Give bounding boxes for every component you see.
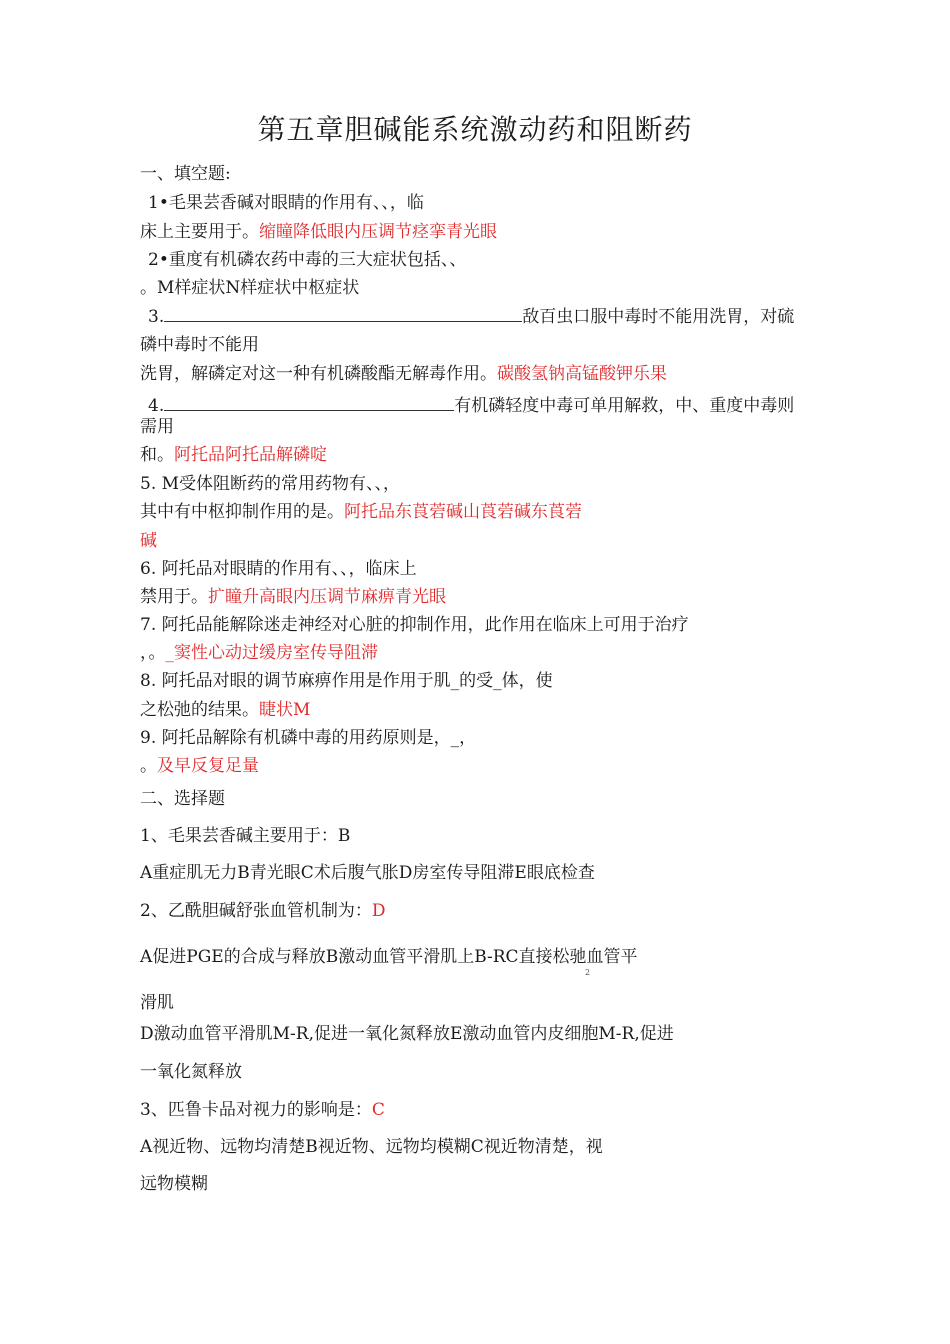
c2-question: 2、乙酰胆碱舒张血管机制为：: [140, 901, 372, 921]
c3-options-1: A视近物、远物均清楚B视近物、远物均模糊C视近物清楚，视: [140, 1137, 603, 1157]
q3-text: 敌百虫口服中毒时不能用洗胃，对硫: [522, 307, 795, 327]
q4-answer: 阿托品阿托品解磷啶: [174, 445, 327, 465]
q1-line2: [140, 221, 497, 243]
section-heading-fill: 一、填空题:: [140, 164, 231, 184]
q6-answer: 扩瞳升高眼内压调节麻痹青光眼: [208, 587, 446, 607]
c3-question: 3、匹鲁卡品对视力的影响是：: [140, 1100, 372, 1120]
q5-answer: 阿托品东莨菪碱山莨菪碱东莨菪: [344, 502, 582, 522]
q8-cont: 之松弛的结果。: [140, 700, 259, 720]
q3-answer: 碳酸氢钠高锰酸钾乐果: [497, 364, 667, 384]
q7-text: 7. 阿托品能解除迷走神经对心脏的抑制作用，此作用在临床上可用于治疗: [140, 615, 689, 635]
q9-cont: 。: [140, 756, 157, 776]
c1-options: A重症肌无力B青光眼C术后腹气胀D房室传导阻滞E眼底检查: [140, 863, 595, 883]
c2-question-line: [140, 900, 385, 922]
q3-num: 3.: [148, 307, 165, 327]
q1-answer: 缩瞳降低眼内压调节痉挛青光眼: [259, 222, 497, 242]
page-title: 第五章胆碱能系统激动药和阻断药: [257, 113, 693, 146]
q3-line3: [140, 363, 667, 385]
q9-text: 9. 阿托品解除有机磷中毒的用药原则是，_，: [140, 728, 477, 748]
c2-options-2: 滑肌: [140, 993, 174, 1013]
q6-text: 6. 阿托品对眼睛的作用有、、，临床上: [140, 559, 417, 579]
q7-line2: [140, 642, 378, 664]
q5-cont: 其中有中枢抑制作用的是。: [140, 502, 344, 522]
q8-text: 8. 阿托品对眼的调节麻痹作用是作用于肌_的受_体，使: [140, 671, 553, 691]
q4-line1: [148, 395, 794, 417]
q8-line2: [140, 699, 310, 721]
q9-line2: [140, 755, 259, 777]
q3-cont1: 磷中毒时不能用: [140, 335, 259, 355]
q4-cont2: 和。: [140, 445, 174, 465]
c3-options-2: 远物模糊: [140, 1174, 208, 1194]
q5-line2: [140, 501, 582, 523]
q5-text: 5. M受体阻断药的常用药物有、、，: [140, 474, 401, 494]
q4-cont1: 需用: [140, 417, 174, 437]
q9-answer: 及早反复足量: [157, 756, 259, 776]
q8-answer: 睫状M: [259, 700, 311, 720]
q1-cont: 床上主要用于。: [140, 222, 259, 242]
q4-line3: [140, 444, 327, 466]
q3-blank: [164, 307, 522, 322]
c2-subscript: 2: [585, 968, 591, 977]
q1-text: 1•毛果芸香碱对眼睛的作用有、、，临: [148, 193, 424, 213]
q6-cont: 禁用于。: [140, 587, 208, 607]
c2-options-3: D激动血管平滑肌M-R,促进一氧化氮释放E激动血管内皮细胞M-R,促进: [140, 1024, 674, 1044]
q4-blank: [164, 396, 454, 411]
c3-question-line: [140, 1099, 385, 1121]
q2-text: 2•重度有机磷农药中毒的三大症状包括、、: [148, 250, 467, 270]
q4-text: 有机磷轻度中毒可单用解救，中、重度中毒则: [454, 396, 795, 416]
c1-question: 1、毛果芸香碱主要用于：B: [140, 826, 351, 846]
q3-line1: [148, 306, 794, 328]
q7-answer: _窦性心动过缓房室传导阻滞: [165, 643, 378, 663]
c2-answer: D: [371, 901, 386, 921]
c3-answer: C: [371, 1100, 385, 1120]
q7-cont: ，。: [140, 643, 166, 663]
q3-cont2: 洗胃，解磷定对这一种有机磷酸酯无解毒作用。: [140, 364, 497, 384]
c2-options-4: 一氧化氮释放: [140, 1062, 242, 1082]
q6-line2: [140, 586, 446, 608]
section-heading-choice: 二、选择题: [140, 789, 225, 809]
q5-answer-cont: 碱: [140, 531, 157, 551]
q2-cont: 。M样症状N样症状中枢症状: [140, 278, 360, 298]
q4-num: 4.: [148, 396, 165, 416]
c2-options-1: A促进PGE的合成与释放B激动血管平滑肌上B-RC直接松驰血管平: [140, 947, 638, 967]
